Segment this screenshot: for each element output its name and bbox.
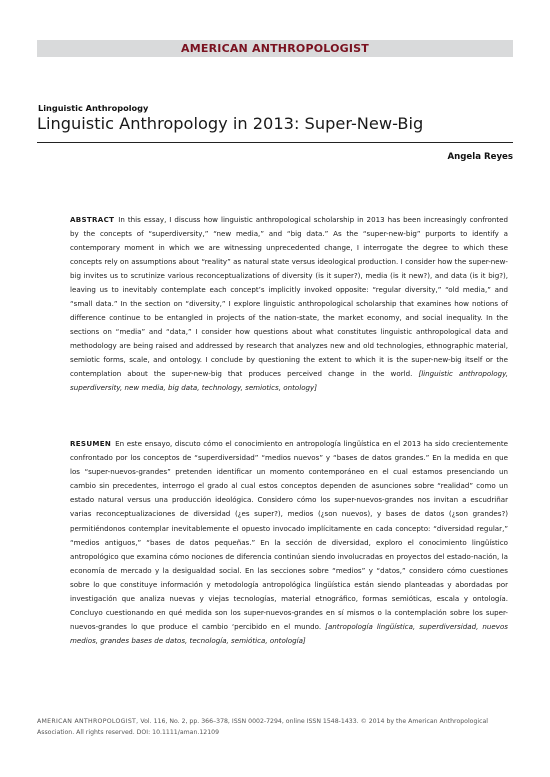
journal-name: AMERICAN ANTHROPOLOGIST	[181, 42, 369, 55]
abstract-body: In this essay, I discuss how linguistic anthropological scholarship in 2013 has been increasingly confronted by the concepts of “superdiversity,” “new media,” and “big data.” As the “super-new-big” purports to identify a contemporary moment in which we are witnessing unprecedented change, I interrogate the degree to which these concepts rely on assumptions about “reality” as natural state versus ideological production. I consider how the super-new-big invites us to scrutinize various reconceptualizations of diversity (is it super?), media (is it new?), and data (is it big?), leaving us to inevitably contemplate each concept’s implicitly invoked opposite: “regular diversity,” “old media,” and “small data.” In the section on “diversity,” I explore linguistic anthropological scholarship that examines how notions of difference continue to be entangled in projects of the nation-state, the market economy, and social inequality. In the sections on “media” and “data,” I consider how questions about what constitutes linguistic anthropological data and methodology are being raised and addressed by research that analyzes new and old technologies, ethnographic material, semiotic forms, scale, and ontology. I conclude by questioning the extent to which it is the super-new-big itself or the contemplation about the super-new-big that produces perceived change in the world.	[70, 215, 508, 378]
footer-citation: Vol. 116, No. 2, pp. 366–378, ISSN 0002-7294, online ISSN 1548-1433. © 2014 by the American Anthropological Association. All rights reserved. DOI: 10.1111/aman.12109	[37, 718, 489, 736]
resumen-heading: RESUMEN	[70, 439, 112, 448]
title-rule	[37, 142, 513, 143]
abstract-heading: ABSTRACT	[70, 215, 115, 224]
footer-journal-name: AMERICAN ANTHROPOLOGIST,	[37, 718, 139, 725]
resumen-keywords: [antropología lingüística, superdiversidad, nuevos medios, grandes bases de datos, tecnología, semiótica, ontología]	[70, 622, 508, 646]
author-name: Angela Reyes	[447, 152, 513, 162]
article-title: Linguistic Anthropology in 2013: Super-New-Big	[37, 114, 424, 133]
resumen-body: En este ensayo, discuto cómo el conocimiento en antropología lingüística en el 2013 ha sido crecientemente confrontado por los conceptos de “superdiversidad” “medios nuevos” y “bases de datos grandes.” En la medida en que los “super-nuevos-grandes” pretenden identificar un momento contemporáneo en el cual estamos presenciando un cambio sin precedentes, interrogo el grado al cual estos conceptos dependen de asunciones sobre “realidad” como un estado natural versus una producción ideológica. Considero cómo los super-nuevos-grandes nos invitan a escudriñar varias reconceptualizaciones de diversidad (¿es super?), medios (¿son nuevos), y bases de datos (¿son grandes?) permitiéndonos contemplar inevitablemente el opuesto invocado implícitamente en cada concepto: “diversidad regular,” “medios antiguos,” “bases de datos pequeñas.” En la sección de diversidad, exploro el conocimiento lingüístico antropológico que examina cómo nociones de diferencia continúan siendo involucradas en proyectos del estado-nación, la economía de mercado y la desigualdad social. En las secciones sobre “medios” y “datos,” considero cómo cuestiones sobre lo que constituye información y metodología antropológica lingüística están siendo planteadas y abordadas por investigación que analiza nuevas y viejas tecnologías, material etnográfico, formas semióticas, escala y ontología. Concluyo cuestionando en qué medida son los super-nuevos-grandes en sí mismos o la contemplación sobre los super-nuevos-grandes lo que produce el cambio ‘percibido en el mundo.	[70, 439, 508, 632]
abstract-keywords: [linguistic anthropology, superdiversity, new media, big data, technology, semiotics, ontology]	[70, 369, 508, 392]
section-label: Linguistic Anthropology	[38, 103, 149, 113]
resumen-paragraph	[70, 437, 508, 648]
journal-header-bar	[37, 40, 513, 57]
abstract-paragraph	[70, 213, 508, 395]
citation-footer	[37, 717, 513, 738]
